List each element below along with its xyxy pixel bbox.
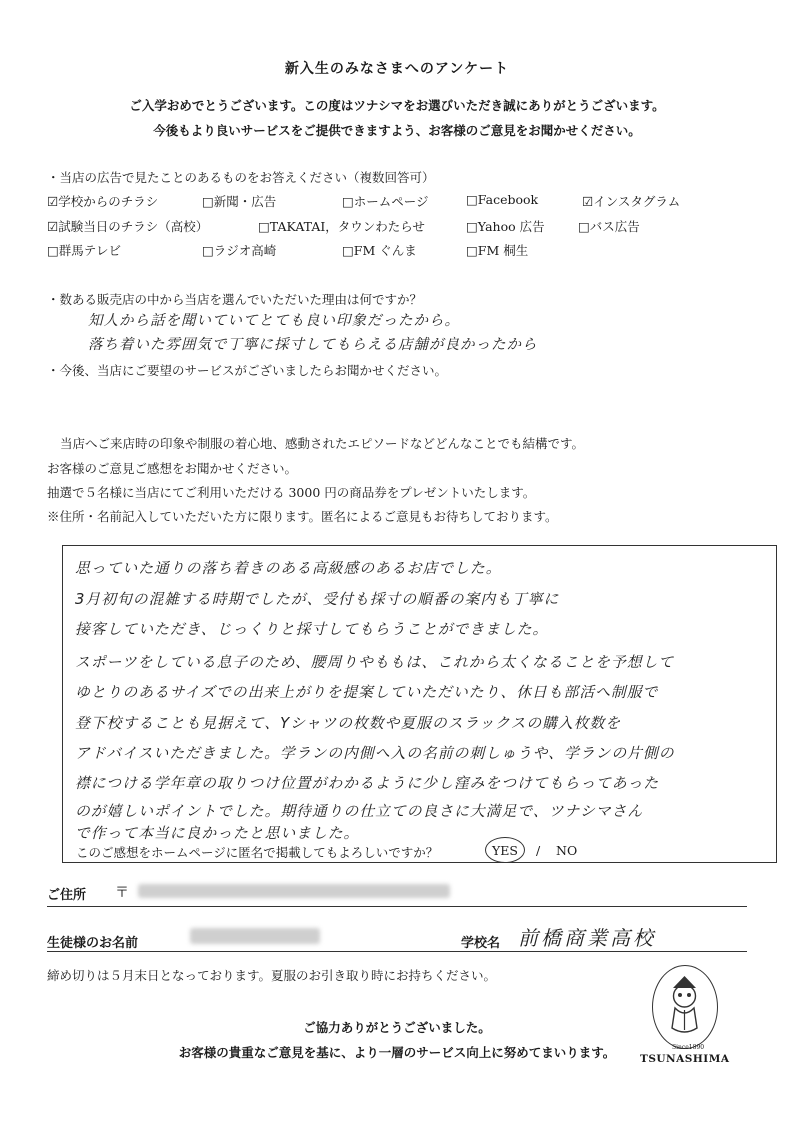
q2-question: ・数ある販売店の中から当店を選んでいただいた理由は何ですか？ [47,292,423,307]
postal-mark: 〒 [115,885,129,901]
student-underline [47,951,747,952]
q1-option-instagram[interactable]: ☑インスタグラム [582,194,681,209]
q1-option-fm-kiryu[interactable]: □FM 桐生 [466,243,529,258]
school-name-value: 前橋商業高校 [518,926,656,950]
q1-option-takatai[interactable]: □TAKATAI，タウンわたらせ [258,219,425,234]
comment-prompt-1: 当店へご来店時の印象や制服の着心地、感動されたエピソードなどどんなことでも結構です。 [60,436,585,451]
address-underline [47,906,747,907]
comment-line: スポーツをしている息子のため、腰周りやももは、これから太くなることを予想して [75,654,675,671]
q1-option-fm-gunma[interactable]: □FM ぐんま [342,243,417,258]
address-label: ご住所 [47,888,87,903]
intro-line-1: ご入学おめでとうございます。この度はツナシマをお選びいただき誠にありがとうございます。 [129,98,665,113]
student-name-label: 生徒様のお名前 [47,936,139,951]
comment-prompt-3: 抽選で５名様に当店にてご利用いただける 3000 円の商品券をプレゼントいたします。 [47,485,536,500]
q1-question: ・当店の広告で見たことのあるものをお答えください（複数回答可） [47,170,435,185]
publish-slash: / [536,843,541,858]
comment-line: のが嬉しいポイントでした。期待通りの仕立ての良さに大満足で、ツナシマさん [75,803,644,820]
logo-mascot-icon [653,966,716,1047]
q1-option-homepage[interactable]: □ホームページ [342,194,429,209]
publish-no-option[interactable]: NO [556,843,578,858]
school-name-label: 学校名 [461,936,501,951]
q1-option-school-flyer[interactable]: ☑学校からのチラシ [47,194,159,209]
comment-prompt-2: お客様のご意見ご感想をお聞かせください。 [47,461,298,476]
publish-question: このご感想をホームページに匿名で掲載してもよろしいですか？ [76,845,439,860]
comment-line: 襟につける学年章の取りつけ位置がわかるように少し窪みをつけてもらってあった [75,775,660,792]
comment-prompt-4: ※住所・名前記入していただいた方に限ります。匿名によるご意見もお待ちしております。 [47,509,558,524]
q1-option-radio-takasaki[interactable]: □ラジオ高崎 [202,243,277,258]
comment-line: 接客していただき、じっくりと採寸してもらうことができました。 [75,621,549,638]
q1-option-yahoo[interactable]: □Yahoo 広告 [466,219,545,234]
q2-answer-line-1: 知人から話を聞いていてとても良い印象だったから。 [88,313,460,329]
comment-line: 登下校することも見据えて、Yシャツの枚数や夏服のスラックスの購入枚数を [75,715,622,732]
thanks-line-2: お客様の貴重なご意見を基に、より一層のサービス向上に努めてまいります。 [178,1045,616,1060]
intro-line-2: 今後もより良いサービスをご提供できますよう、お客様のご意見をお聞かせください。 [153,123,641,138]
publish-yes-option[interactable]: YES [492,843,518,858]
page-title: 新入生のみなさまへのアンケート [284,61,510,77]
student-name-redacted [190,928,320,944]
logo-brand: TSUNASHIMA [640,1053,730,1065]
q1-option-newspaper[interactable]: □新聞・広告 [202,194,277,209]
comment-line: アドバイスいただきました。学ランの内側へ入の名前の刺しゅうや、学ランの片側の [75,745,675,762]
q1-option-facebook[interactable]: □Facebook [466,192,539,207]
comment-line: 思っていた通りの落ち着きのある高級感のあるお店でした。 [75,560,502,577]
address-redacted [138,884,450,898]
deadline-note: 締め切りは５月末日となっております。夏服のお引き取り時にお持ちください。 [47,968,497,983]
q1-option-gunma-tv[interactable]: □群馬テレビ [47,243,122,258]
thanks-line-1: ご協力ありがとうございました。 [303,1020,491,1035]
q3-question: ・今後、当店にご要望のサービスがございましたらお聞かせください。 [47,363,448,378]
logo-since: Since1890 [672,1044,705,1051]
q1-option-bus[interactable]: □バス広告 [578,219,640,234]
comment-line: ゆとりのあるサイズでの出来上がりを提案していただいたり、休日も部活へ制服で [75,684,659,701]
q1-option-exam-flyer[interactable]: ☑試験当日のチラシ（高校） [47,219,209,234]
q2-answer-line-2: 落ち着いた雰囲気で丁寧に採寸してもらえる店舗が良かったから [88,337,538,353]
tsunashima-logo [652,965,718,1049]
comment-line: 3月初旬の混雑する時期でしたが、受付も採寸の順番の案内も丁寧に [75,591,560,608]
comment-line: で作って本当に良かったと思いました。 [75,825,360,842]
